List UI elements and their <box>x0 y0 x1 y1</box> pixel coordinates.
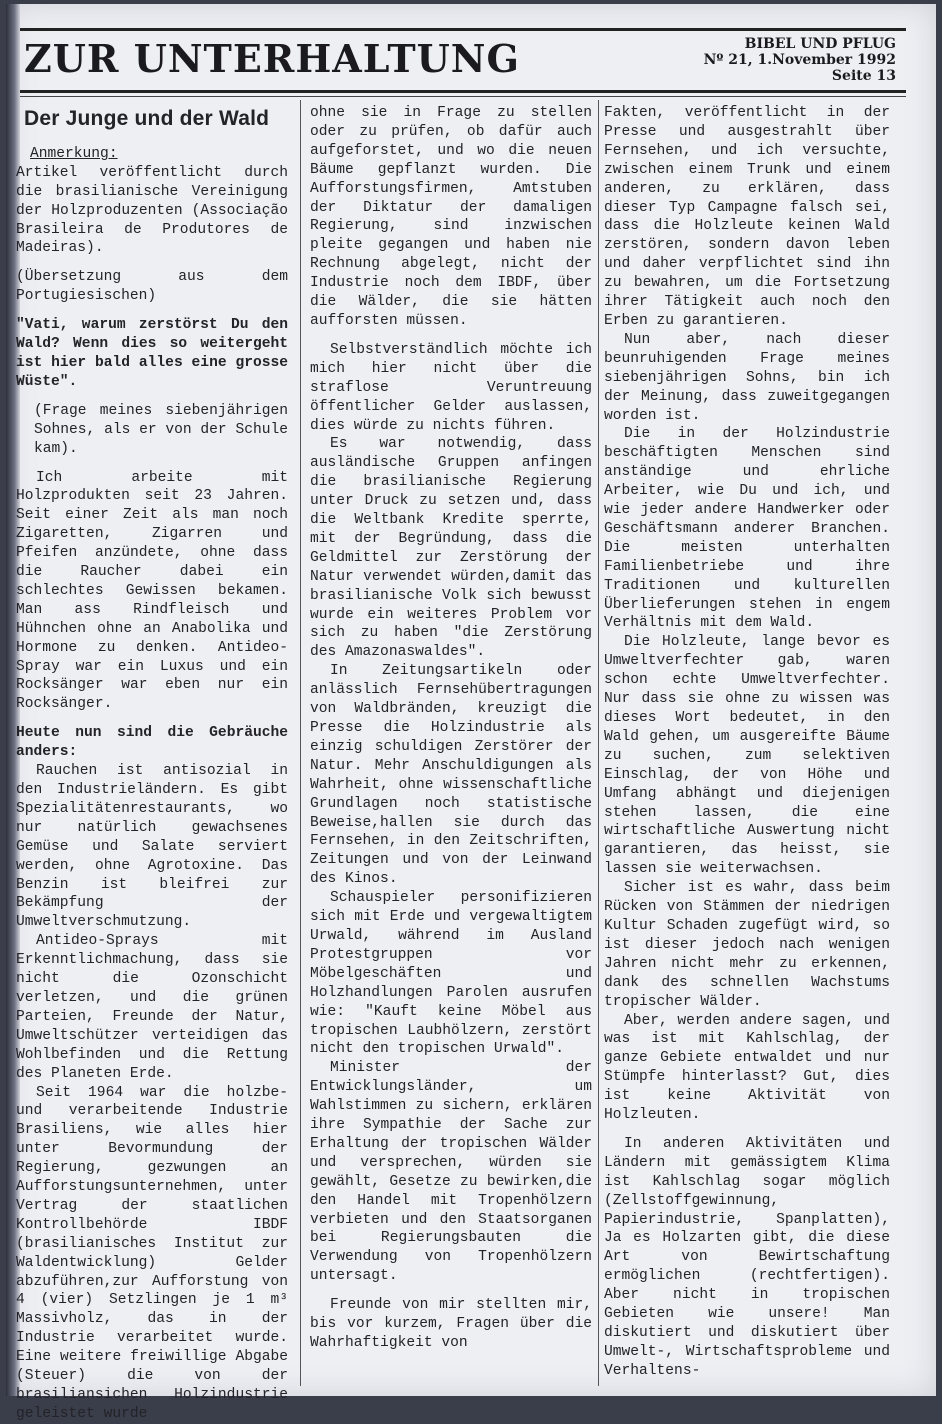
paragraph: Minister der Entwicklungsländer, um Wahlstimmen zu sichern, erklären ihre Sympathie der Sache zur Erhaltung der tropischen Wälder und versprechen, würden sie gewählt, Gesetze zu bewirken,die den Handel mit Tropenhölzern verbieten und den Staatsorganen bei Regierungsbauten die Verwendung von Tropenhölzern untersagt. <box>310 1060 592 1285</box>
header-rule <box>20 90 906 93</box>
paragraph: Antideo-Sprays mit Erkenntlichmachung, dass sie nicht die Ozonschicht verletzen, und die grünen Parteien, Freunde der Natur, Umweltschützer verteidigen das Wohlbefinden und die Rettung des Planeten Erde. <box>16 933 288 1082</box>
paragraph: Sicher ist es wahr, dass beim Rücken von Stämmen der niedrigen Kultur Schaden zugefügt wird, so ist dieser jedoch nach wenigen Jahren nicht mehr zu erkennen, dank des schnellen Wachstums tropischer Wälder. <box>604 880 890 1010</box>
paragraph: Es war notwendig, dass ausländische Gruppen anfingen die brasilianische Regierung unter Druck zu setzen und, dass die Weltbank Kredite sperrte, mit der Begründung, dass die Geldmittel zur Zerstörung der Natur verwendet würden,damit das brasilianische Volk sich bewusst wurde ein weiteres Problem vor sich zu haben "die Zerstörung des Amazonaswaldes". <box>310 436 592 661</box>
page-number: Seite 13 <box>831 68 896 84</box>
header-thin-rule <box>20 96 906 97</box>
note-label: Anmerkung: <box>30 145 118 162</box>
paragraph: Die Holzleute, lange bevor es Umweltverfechter gab, waren schon echte Umweltverfechter. Nur dass sie ohne zu wissen was dieses Wort bedeutet, in den Wald gehen, um ausgereifte Bäume zu suchen, zum selektiven Einschlag, der von Höhe und Umfang abhängt und diejenigen stehen lassen, die eine wirtschaftliche Auswertung nicht garantieren, das heisst, sie lassen sie weiterwachsen. <box>604 634 890 878</box>
issue-info <box>704 36 896 84</box>
opening-quote: "Vati, warum zerstörst Du den Wald? Wenn dies so weitergeht ist hier bald alles eine grosse Wüste". <box>16 317 288 390</box>
paragraph: In anderen Aktivitäten und Ländern mit gemässigtem Klima ist Kahlschlag sogar möglich (Zellstoffgewinnung, Papierindustrie, Spanplatten), Ja es Holzarten gibt, die diese Art von Bewirtschaftung ermöglichen (rechtfertigen). Aber nicht in tropischen Gebieten wie unsere! Man diskutiert und diskutiert über Umwelt-, Wirtschaftsprobleme und Verhaltens- <box>604 1135 890 1379</box>
paragraph: Aber, werden andere sagen, und was ist mit Kahlschlag, der ganze Gebiete entwaldet und nur Stümpfe hinterlasst? Gut, dies ist keine Aktivität von Holzleuten. <box>604 1012 890 1124</box>
column-3 <box>604 104 890 1381</box>
section-title: ZUR UNTERHALTUNG <box>24 36 520 81</box>
paragraph: Nun aber, nach dieser beunruhigenden Frage meines siebenjährigen Sohns, bin ich der Meinung, dass zuweitgegangen worden ist. <box>604 331 890 424</box>
paragraph: Selbstverständlich möchte ich mich hier nicht über die straflose Veruntreuung öffentlicher Gelder auslassen, dies würde zu nichts führen. <box>310 341 592 434</box>
article-headline: Der Junge und der Wald <box>24 107 270 130</box>
column-divider <box>300 100 301 1386</box>
newspaper-page <box>6 4 936 1422</box>
paragraph: ohne sie in Frage zu stellen oder zu prüfen, ob dafür auch aufgeforstet, und wo die neuen Bäume gepflanzt wurden. Die Aufforstungsfirmen, Amtstuben der Diktatur der damaligen Regierung, sind inzwischen pleite gegangen und haben nie Rechnung abgelegt, nicht der Industrie noch dem IBDF, über die Wälder, die sie hätten aufforsten müssen. <box>310 105 592 329</box>
note-text: Artikel veröffentlicht durch die brasilianische Vereinigung der Holzproduzenten (Associação Brasileira de Produtores de Madeiras). <box>16 164 288 257</box>
publication-name: BIBEL UND PFLUG <box>744 36 896 52</box>
column-2 <box>310 104 592 1353</box>
paragraph: Fakten, veröffentlicht in der Presse und ausgestrahlt über Fernsehen, und ich versuchte, zwischen einem Trunk und einem anderen, zu erklären, dass dieser Typ Campagne falsch sei, dass die Holzleute keinen Wald zerstören, sondern davon leben und daher verpflichtet sind ihn zu bewahren, um die Fortsetzung ihrer Tätigkeit auch noch den Erben zu garantieren. <box>604 105 890 329</box>
subheading: Heute nun sind die Gebräuche anders: <box>16 725 288 761</box>
translation-note: (Übersetzung aus dem Portugiesischen) <box>16 269 288 305</box>
issue-date: Nº 21, 1.November 1992 <box>703 52 896 68</box>
paragraph: Ich arbeite mit Holzprodukten seit 23 Jahren. Seit einer Zeit als man noch Zigaretten, Zigarren und Pfeifen anzündete, ohne dass die Raucher dabei ein schlechtes Gewissen bekamen. Man ass Rindfleisch und Hühnchen ohne an Anabolika und Hormone zu denken. Antideo-Spray war ein Luxus und ein Rocksänger war eben nur ein Rocksänger. <box>16 469 288 713</box>
paragraph: Die in der Holzindustrie beschäftigten Menschen sind anständige und ehrliche Arbeiter, wie Du und ich, und wie jeder andere Handwerker oder Geschäftsmann anderer Branchen. Die meisten unterhalten Familienbetriebe und ihre Traditionen und kulturellen Überlieferungen stehen in engem Verhältnis mit dem Wald. <box>604 426 890 632</box>
paragraph: Schauspieler personifizieren sich mit Erde und vergewaltigtem Urwald, während im Ausland Protestgruppen vor Möbelgeschäften und Holzhandlungen Parolen ausrufen wie: "Kauft keine Möbel aus tropischen Laubhölzern, zerstört nicht den tropischen Urwald". <box>310 890 592 1058</box>
paragraph: Rauchen ist antisozial in den Industrieländern. Es gibt Spezialitätenrestaurants, wo nur natürlich gewachsenes Gemüse und Salate serviert werden, ohne Agrotoxine. Das Benzin ist bleifrei zur Bekämpfung der Umweltverschmutzung. <box>16 763 288 931</box>
column-divider <box>598 100 599 1386</box>
paragraph: Freunde von mir stellten mir, bis vor kurzem, Fragen über die Wahrhaftigkeit von <box>310 1297 592 1351</box>
paragraph: Seit 1964 war die holzbe- und verarbeitende Industrie Brasiliens, wie alles hier unter Bevormundung der Regierung, gezwungen an Aufforstungsunternehmen, unter Vertrag der staatlichen Kontrollbehörde IBDF (brasilianisches Institut zur Waldentwicklung) Gelder abzuführen,zur Aufforstung von 4 (vier) Setzlingen je 1 m³ Massivholz, das in der Industrie verarbeitet wurde. Eine weitere freiwillige Abgabe (Steuer) die von der brasiliansichen Holzindustrie geleistet wurde <box>16 1084 288 1422</box>
column-1 <box>10 104 288 1424</box>
top-rule <box>20 28 906 31</box>
quote-context: (Frage meines siebenjährigen Sohnes, als er von der Schule kam). <box>34 402 288 457</box>
paragraph: In Zeitungsartikeln oder anlässlich Fernsehübertragungen von Waldbränden, kreuzigt die Presse die Holzindustrie als einzig schuldigen Zerstörer der Natur. Mehr Anschuldigungen als Wahrheit, ohne wissenschaftliche Grundlagen noch statistische Beweise,hallen sie durch das Fernsehen, in den Zeitschriften, Zeitungen und von der Leinwand des Kinos. <box>310 663 592 888</box>
